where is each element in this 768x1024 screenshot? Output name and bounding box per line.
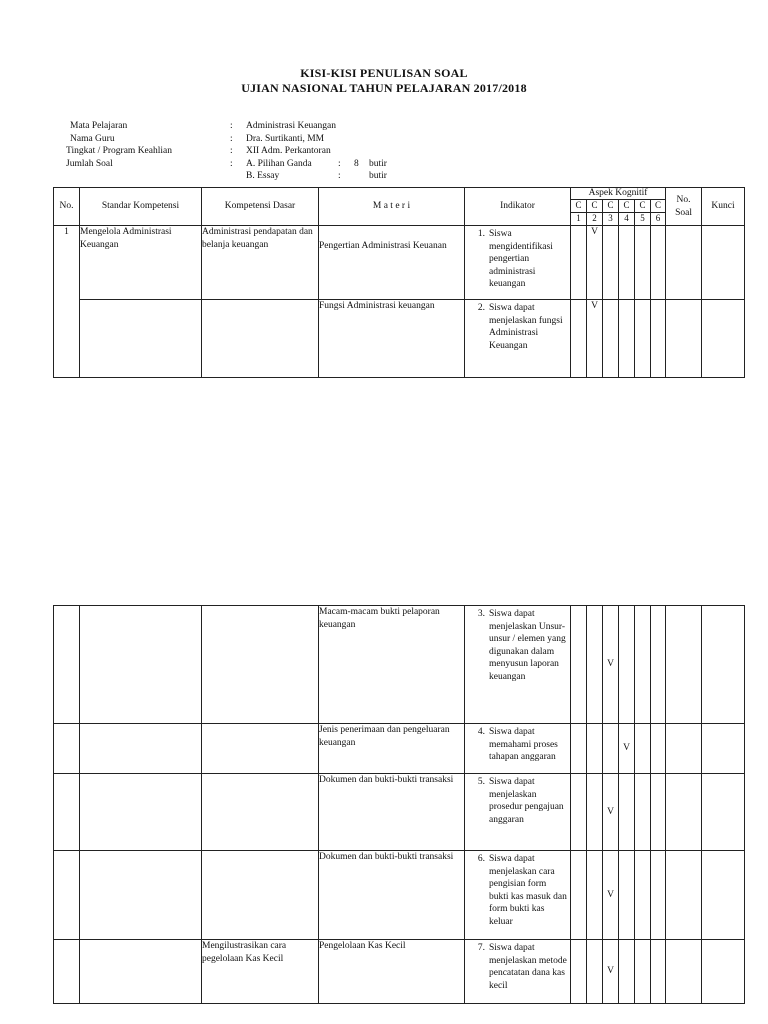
c2-cell: [587, 774, 603, 851]
row-indikator: [465, 724, 571, 774]
kunci-cell: [702, 226, 745, 300]
row-indikator: [465, 606, 571, 724]
info-value-tingkat: XII Adm. Perkantoran: [246, 146, 331, 156]
row-no: 1: [54, 226, 80, 378]
no-soal-cell: [666, 940, 702, 1004]
row-indikator: [465, 940, 571, 1004]
c3-cell: [603, 226, 619, 300]
row-materi: Pengertian Administrasi Keuanan: [319, 226, 465, 300]
row-no: [54, 724, 80, 774]
check-mark: V: [607, 659, 614, 670]
c6-cell: [651, 940, 666, 1004]
c4-cell: [619, 606, 635, 724]
c1-cell: [571, 606, 587, 724]
header-no-soal-line2: Soal: [675, 207, 692, 218]
row-no: [54, 940, 80, 1004]
row-indikator: [465, 851, 571, 940]
c1-cell: [571, 851, 587, 940]
row-no: [54, 606, 80, 724]
c5-cell: [635, 774, 651, 851]
c4-cell: [619, 226, 635, 300]
c4-cell: [619, 724, 635, 774]
c3-cell: [603, 300, 619, 378]
row-standar: [80, 940, 202, 1004]
indikator-number: 5.: [477, 777, 485, 787]
header-c4-num: 4: [619, 213, 635, 226]
info-colon: :: [230, 146, 233, 156]
info-essay-unit: butir: [369, 171, 387, 181]
table-row: [54, 606, 745, 724]
info-label-jumlah-soal: Jumlah Soal: [66, 159, 113, 169]
row-indikator: [465, 226, 571, 300]
header-c1-letter: C: [571, 200, 587, 213]
kisi-table-page1: [53, 187, 745, 378]
row-materi: Dokumen dan bukti-bukti transaksi: [319, 851, 465, 940]
info-colon: :: [230, 159, 233, 169]
info-block: [0, 0, 768, 190]
no-soal-cell: [666, 300, 702, 378]
no-soal-cell: [666, 226, 702, 300]
c1-cell: [571, 300, 587, 378]
row-indikator: [465, 300, 571, 378]
c1-cell: [571, 226, 587, 300]
row-no: [54, 774, 80, 851]
row-kompetensi: Mengilustrasikan cara pegelolaan Kas Kecil: [202, 940, 319, 1004]
c2-cell: [587, 851, 603, 940]
row-indikator: [465, 774, 571, 851]
c4-cell: [619, 300, 635, 378]
c2-cell: [587, 606, 603, 724]
row-kompetensi: [202, 300, 319, 378]
indikator-text: Siswa dapat menjelaskan metode pencatatan dana kas kecil: [489, 943, 567, 991]
indikator-text: Siswa mengidentifikasi pengertian administrasi keuangan: [489, 229, 553, 289]
header-c3-letter: C: [603, 200, 619, 213]
header-c5-num: 5: [635, 213, 651, 226]
no-soal-cell: [666, 851, 702, 940]
row-materi: Macam-macam bukti pelaporan keuangan: [319, 606, 465, 724]
table-row: [54, 774, 745, 851]
header-c2-num: 2: [587, 213, 603, 226]
header-no-soal: [666, 188, 702, 226]
row-kompetensi: Administrasi pendapatan dan belanja keuangan: [202, 226, 319, 300]
table-row: [54, 724, 745, 774]
row-standar: [80, 774, 202, 851]
info-value-nama-guru: Dra. Surtikanti, MM: [246, 134, 325, 144]
c3-cell: [603, 724, 619, 774]
info-colon: :: [338, 159, 341, 169]
check-mark: V: [591, 227, 598, 237]
indikator-number: 3.: [477, 609, 485, 619]
c5-cell: [635, 940, 651, 1004]
c6-cell: [651, 300, 666, 378]
header-materi: M a t e r i: [319, 188, 465, 226]
indikator-text: Siswa dapat menjelaskan fungsi Administrasi Keuangan: [489, 303, 563, 351]
header-aspek-kognitif: Aspek Kognitif: [571, 188, 666, 200]
row-materi: Dokumen dan bukti-bukti transaksi: [319, 774, 465, 851]
kunci-cell: [702, 300, 745, 378]
c4-cell: [619, 851, 635, 940]
check-mark: V: [607, 889, 614, 900]
indikator-number: 1.: [477, 229, 485, 239]
info-pg-label: A. Pilihan Ganda: [246, 159, 312, 169]
header-c3-num: 3: [603, 213, 619, 226]
c5-cell: [635, 226, 651, 300]
table-row: [54, 226, 745, 300]
info-colon: :: [230, 121, 233, 131]
c5-cell: [635, 851, 651, 940]
check-mark: V: [591, 301, 598, 311]
header-c5-letter: C: [635, 200, 651, 213]
c4-cell: [619, 940, 635, 1004]
c1-cell: [571, 774, 587, 851]
header-no: No.: [54, 188, 80, 226]
c6-cell: [651, 851, 666, 940]
indikator-text: Siswa dapat menjelaskan cara pengisian form bukti kas masuk dan form bukti kas keluar: [489, 854, 567, 927]
check-mark: V: [607, 806, 614, 817]
c3-cell: [603, 851, 619, 940]
row-kompetensi: [202, 774, 319, 851]
info-colon: :: [338, 171, 341, 181]
no-soal-cell: [666, 606, 702, 724]
c6-cell: [651, 606, 666, 724]
check-mark: V: [607, 966, 614, 977]
kunci-cell: [702, 724, 745, 774]
c5-cell: [635, 606, 651, 724]
indikator-number: 7.: [477, 943, 485, 953]
header-kunci: Kunci: [702, 188, 745, 226]
indikator-text: Siswa dapat menjelaskan prosedur pengajuan anggaran: [489, 777, 564, 825]
no-soal-cell: [666, 774, 702, 851]
row-kompetensi: [202, 851, 319, 940]
info-value-mata-pelajaran: Administrasi Keuangan: [246, 121, 336, 131]
document-title: KISI-KISI PENULISAN SOAL: [300, 66, 468, 80]
c3-cell: [603, 940, 619, 1004]
row-standar: [80, 300, 202, 378]
info-label-mata-pelajaran: Mata Pelajaran: [70, 121, 128, 131]
c5-cell: [635, 300, 651, 378]
indikator-number: 6.: [477, 854, 485, 864]
kunci-cell: [702, 940, 745, 1004]
kisi-table-page2: [53, 605, 745, 1004]
row-standar: [80, 606, 202, 724]
c2-cell: [587, 226, 603, 300]
indikator-number: 2.: [477, 303, 485, 313]
row-materi: Pengelolaan Kas Kecil: [319, 940, 465, 1004]
row-standar: [80, 851, 202, 940]
header-c4-letter: C: [619, 200, 635, 213]
table-row: [54, 940, 745, 1004]
row-kompetensi: [202, 606, 319, 724]
info-label-nama-guru: Nama Guru: [70, 134, 115, 144]
c3-cell: [603, 774, 619, 851]
c2-cell: [587, 300, 603, 378]
c1-cell: [571, 940, 587, 1004]
info-pg-count: 8: [354, 159, 359, 169]
row-materi: Fungsi Administrasi keuangan: [319, 300, 465, 378]
info-label-tingkat: Tingkat / Program Keahlian: [66, 146, 172, 156]
c6-cell: [651, 226, 666, 300]
check-mark: V: [623, 743, 630, 754]
row-kompetensi: [202, 724, 319, 774]
row-materi: Jenis penerimaan dan pengeluaran keuangan: [319, 724, 465, 774]
header-standar-kompetensi: Standar Kompetensi: [80, 188, 202, 226]
table-row: [54, 851, 745, 940]
indikator-text: Siswa dapat menjelaskan Unsur-unsur / elemen yang digunakan dalam menyusun laporan keuangan: [489, 609, 566, 682]
c5-cell: [635, 724, 651, 774]
c2-cell: [587, 940, 603, 1004]
c3-cell: [603, 606, 619, 724]
no-soal-cell: [666, 724, 702, 774]
header-indikator: Indikator: [465, 188, 571, 226]
info-essay-label: B. Essay: [246, 171, 280, 181]
header-c6-num: 6: [651, 213, 666, 226]
indikator-text: Siswa dapat memahami proses tahapan anggaran: [489, 727, 558, 762]
document-subtitle: UJIAN NASIONAL TAHUN PELAJARAN 2017/2018: [241, 81, 527, 95]
c6-cell: [651, 724, 666, 774]
c6-cell: [651, 774, 666, 851]
kunci-cell: [702, 774, 745, 851]
c1-cell: [571, 724, 587, 774]
header-c2-letter: C: [587, 200, 603, 213]
header-c6-letter: C: [651, 200, 666, 213]
row-no: [54, 851, 80, 940]
info-colon: :: [230, 134, 233, 144]
info-pg-unit: butir: [369, 159, 387, 169]
c4-cell: [619, 774, 635, 851]
indikator-number: 4.: [477, 727, 485, 737]
header-kompetensi-dasar: Kompetensi Dasar: [202, 188, 319, 226]
table-row: [54, 300, 745, 378]
kunci-cell: [702, 606, 745, 724]
header-no-soal-line1: No.: [676, 195, 691, 205]
header-c1-num: 1: [571, 213, 587, 226]
row-standar: Mengelola Administrasi Keuangan: [80, 226, 202, 300]
c2-cell: [587, 724, 603, 774]
kunci-cell: [702, 851, 745, 940]
row-standar: [80, 724, 202, 774]
